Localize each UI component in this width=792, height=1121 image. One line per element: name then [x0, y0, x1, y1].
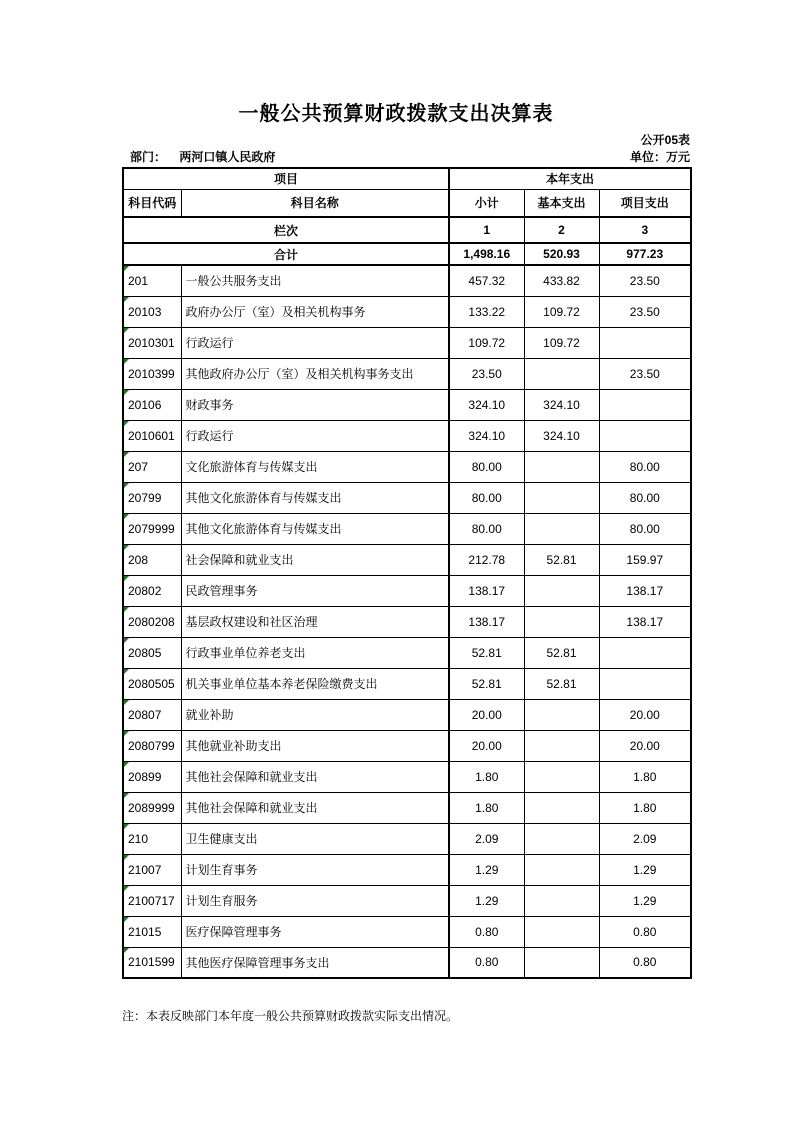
subject-code-cell: [123, 544, 181, 575]
column-index-label: 栏次: [123, 217, 449, 243]
basic-expense-value: 52.81: [524, 637, 599, 668]
basic-expense-value: [524, 575, 599, 606]
subtotal-value: 1.80: [449, 792, 524, 823]
basic-expense-value: [524, 482, 599, 513]
subject-name: 一般公共服务支出: [181, 265, 449, 296]
subtotal-value: 1.80: [449, 761, 524, 792]
department-value: 两河口镇人民政府: [179, 150, 276, 164]
excel-flag-icon: [124, 948, 129, 953]
subject-name: 就业补助: [181, 699, 449, 730]
basic-expense-value: 109.72: [524, 296, 599, 327]
project-expense-value: 2.09: [599, 823, 691, 854]
table-row: [123, 699, 691, 730]
project-expense-value: [599, 637, 691, 668]
subject-code: 20899: [128, 769, 162, 784]
basic-expense-value: [524, 823, 599, 854]
subject-code-cell: [123, 420, 181, 451]
basic-expense-value: [524, 792, 599, 823]
subject-code: 21007: [128, 862, 162, 877]
table-row: [123, 916, 691, 947]
total-project: 977.23: [599, 243, 691, 265]
subject-code: 2100717: [128, 893, 175, 908]
excel-flag-icon: [124, 886, 129, 891]
subject-name: 政府办公厅（室）及相关机构事务: [181, 296, 449, 327]
project-expense-value: 23.50: [599, 296, 691, 327]
subtotal-value: 0.80: [449, 947, 524, 978]
footnote: 注：本表反映部门本年度一般公共预算财政拨款实际支出情况。: [122, 1009, 459, 1023]
subject-code-cell: [123, 513, 181, 544]
table-tag: 公开05表: [640, 133, 690, 147]
subject-code-cell: [123, 637, 181, 668]
basic-expense-value: 109.72: [524, 327, 599, 358]
subject-code: 208: [128, 552, 149, 567]
subject-name: 其他文化旅游体育与传媒支出: [181, 482, 449, 513]
project-expense-value: 20.00: [599, 730, 691, 761]
project-expense-value: 138.17: [599, 575, 691, 606]
total-subtotal: 1,498.16: [449, 243, 524, 265]
excel-flag-icon: [124, 793, 129, 798]
basic-expense-value: 324.10: [524, 389, 599, 420]
excel-flag-icon: [124, 390, 129, 395]
table-row: [123, 575, 691, 606]
subtotal-value: 80.00: [449, 513, 524, 544]
table-row: [123, 792, 691, 823]
column-header-row: [123, 189, 691, 217]
table-row: [123, 265, 691, 296]
table-row: [123, 482, 691, 513]
subject-code-cell: [123, 699, 181, 730]
table-row: [123, 420, 691, 451]
subject-name: 计划生育服务: [181, 885, 449, 916]
column-index-2: 2: [524, 217, 599, 243]
excel-flag-icon: [124, 855, 129, 860]
project-expense-value: 1.29: [599, 854, 691, 885]
basic-expense-value: [524, 947, 599, 978]
subject-code-cell: [123, 482, 181, 513]
subject-name: 财政事务: [181, 389, 449, 420]
project-expense-value: [599, 327, 691, 358]
basic-expense-value: 324.10: [524, 420, 599, 451]
project-expense-value: 80.00: [599, 451, 691, 482]
column-index-1: 1: [449, 217, 524, 243]
project-expense-value: 1.29: [599, 885, 691, 916]
table-row: [123, 637, 691, 668]
excel-flag-icon: [124, 576, 129, 581]
subject-name: 其他政府办公厅（室）及相关机构事务支出: [181, 358, 449, 389]
column-header-code: 科目代码: [123, 189, 181, 217]
excel-flag-icon: [124, 762, 129, 767]
project-expense-value: 80.00: [599, 482, 691, 513]
subject-code: 2080208: [128, 614, 175, 629]
excel-flag-icon: [124, 700, 129, 705]
subject-name: 机关事业单位基本养老保险缴费支出: [181, 668, 449, 699]
subject-code: 20799: [128, 490, 162, 505]
project-expense-value: [599, 389, 691, 420]
unit-label: 单位：万元: [629, 150, 690, 164]
project-expense-value: 138.17: [599, 606, 691, 637]
table-row: [123, 885, 691, 916]
excel-flag-icon: [124, 297, 129, 302]
group-header-current-year: 本年支出: [449, 168, 691, 189]
table-row: [123, 389, 691, 420]
project-expense-value: 20.00: [599, 699, 691, 730]
subject-code-cell: [123, 792, 181, 823]
subject-code: 20807: [128, 707, 162, 722]
column-header-name: 科目名称: [181, 189, 449, 217]
project-expense-value: 23.50: [599, 358, 691, 389]
subtotal-value: 20.00: [449, 699, 524, 730]
excel-flag-icon: [124, 669, 129, 674]
basic-expense-value: [524, 358, 599, 389]
subject-code-cell: [123, 885, 181, 916]
subject-code: 20805: [128, 645, 162, 660]
basic-expense-value: [524, 606, 599, 637]
table-row: [123, 296, 691, 327]
group-header-project: 项目: [123, 168, 449, 189]
subject-name: 社会保障和就业支出: [181, 544, 449, 575]
subject-code-cell: [123, 358, 181, 389]
excel-flag-icon: [124, 514, 129, 519]
subtotal-value: 324.10: [449, 389, 524, 420]
table-row: [123, 761, 691, 792]
project-expense-value: 23.50: [599, 265, 691, 296]
table-row: [123, 451, 691, 482]
subject-name: 其他医疗保障管理事务支出: [181, 947, 449, 978]
subject-code: 2010399: [128, 366, 175, 381]
subject-code: 2101599: [128, 955, 175, 970]
subtotal-value: 133.22: [449, 296, 524, 327]
subject-name: 民政管理事务: [181, 575, 449, 606]
table-row: [123, 513, 691, 544]
table-row: [123, 358, 691, 389]
basic-expense-value: 52.81: [524, 544, 599, 575]
department-line: [122, 148, 275, 165]
table-row: [123, 668, 691, 699]
excel-flag-icon: [124, 545, 129, 550]
subject-code-cell: [123, 575, 181, 606]
excel-flag-icon: [124, 483, 129, 488]
basic-expense-value: [524, 513, 599, 544]
subtotal-value: 212.78: [449, 544, 524, 575]
group-header-row: [123, 168, 691, 189]
total-basic: 520.93: [524, 243, 599, 265]
subject-name: 卫生健康支出: [181, 823, 449, 854]
subject-name: 行政事业单位养老支出: [181, 637, 449, 668]
subject-name: 其他社会保障和就业支出: [181, 761, 449, 792]
subtotal-value: 138.17: [449, 606, 524, 637]
subject-code-cell: [123, 947, 181, 978]
table-row: [123, 730, 691, 761]
subject-code: 2010301: [128, 335, 175, 350]
subtotal-value: 138.17: [449, 575, 524, 606]
subtotal-value: 1.29: [449, 854, 524, 885]
subject-code: 2010601: [128, 428, 175, 443]
basic-expense-value: [524, 885, 599, 916]
project-expense-value: 1.80: [599, 792, 691, 823]
subject-code: 207: [128, 459, 149, 474]
excel-flag-icon: [124, 328, 129, 333]
project-expense-value: [599, 668, 691, 699]
basic-expense-value: [524, 854, 599, 885]
subject-code: 2080505: [128, 676, 175, 691]
subject-name: 其他社会保障和就业支出: [181, 792, 449, 823]
subject-code-cell: [123, 730, 181, 761]
subject-code: 2080799: [128, 738, 175, 753]
subtotal-value: 52.81: [449, 637, 524, 668]
subject-name: 其他文化旅游体育与传媒支出: [181, 513, 449, 544]
basic-expense-value: [524, 730, 599, 761]
subject-name: 基层政权建设和社区治理: [181, 606, 449, 637]
subject-code: 20103: [128, 304, 162, 319]
project-expense-value: 80.00: [599, 513, 691, 544]
subject-name: 行政运行: [181, 327, 449, 358]
budget-table: [122, 167, 692, 979]
excel-flag-icon: [124, 607, 129, 612]
excel-flag-icon: [124, 917, 129, 922]
table-row: [123, 823, 691, 854]
column-index-row: [123, 217, 691, 243]
subtotal-value: 80.00: [449, 482, 524, 513]
excel-flag-icon: [124, 452, 129, 457]
basic-expense-value: 433.82: [524, 265, 599, 296]
table-row: [123, 854, 691, 885]
project-expense-value: 159.97: [599, 544, 691, 575]
excel-flag-icon: [124, 731, 129, 736]
subject-code: 20802: [128, 583, 162, 598]
subject-code-cell: [123, 389, 181, 420]
project-expense-value: 0.80: [599, 947, 691, 978]
total-label: 合计: [123, 243, 449, 265]
subtotal-value: 0.80: [449, 916, 524, 947]
column-header-basic: 基本支出: [524, 189, 599, 217]
table-row: [123, 606, 691, 637]
subject-name: 其他就业补助支出: [181, 730, 449, 761]
subject-name: 计划生育事务: [181, 854, 449, 885]
subject-code-cell: [123, 296, 181, 327]
basic-expense-value: [524, 916, 599, 947]
column-header-subtotal: 小计: [449, 189, 524, 217]
project-expense-value: 1.80: [599, 761, 691, 792]
meta-row: [122, 148, 690, 165]
subject-code-cell: [123, 668, 181, 699]
project-expense-value: 0.80: [599, 916, 691, 947]
subtotal-value: 52.81: [449, 668, 524, 699]
project-expense-value: [599, 420, 691, 451]
table-row: [123, 947, 691, 978]
page-title: 一般公共预算财政拨款支出决算表: [238, 103, 554, 125]
subject-code-cell: [123, 761, 181, 792]
subtotal-value: 80.00: [449, 451, 524, 482]
subtotal-value: 457.32: [449, 265, 524, 296]
subtotal-value: 109.72: [449, 327, 524, 358]
subject-code-cell: [123, 606, 181, 637]
subject-code-cell: [123, 265, 181, 296]
subject-code-cell: [123, 327, 181, 358]
column-header-project: 项目支出: [599, 189, 691, 217]
excel-flag-icon: [124, 266, 129, 271]
subject-name: 文化旅游体育与传媒支出: [181, 451, 449, 482]
subject-code-cell: [123, 854, 181, 885]
subject-name: 医疗保障管理事务: [181, 916, 449, 947]
excel-flag-icon: [124, 638, 129, 643]
total-row: [123, 243, 691, 265]
subject-name: 行政运行: [181, 420, 449, 451]
subject-code: 20106: [128, 397, 162, 412]
subject-code-cell: [123, 916, 181, 947]
subject-code-cell: [123, 451, 181, 482]
subtotal-value: 324.10: [449, 420, 524, 451]
basic-expense-value: [524, 761, 599, 792]
subject-code-cell: [123, 823, 181, 854]
subtotal-value: 2.09: [449, 823, 524, 854]
table-row: [123, 544, 691, 575]
basic-expense-value: [524, 699, 599, 730]
basic-expense-value: 52.81: [524, 668, 599, 699]
table-row: [123, 327, 691, 358]
basic-expense-value: [524, 451, 599, 482]
excel-flag-icon: [124, 359, 129, 364]
subtotal-value: 23.50: [449, 358, 524, 389]
excel-flag-icon: [124, 421, 129, 426]
department-label: 部门：: [130, 150, 167, 164]
excel-flag-icon: [124, 824, 129, 829]
subtotal-value: 20.00: [449, 730, 524, 761]
subject-code: 2079999: [128, 521, 175, 536]
subject-code: 210: [128, 831, 149, 846]
column-index-3: 3: [599, 217, 691, 243]
subject-code: 21015: [128, 924, 162, 939]
subject-code: 201: [128, 273, 149, 288]
subtotal-value: 1.29: [449, 885, 524, 916]
subject-code: 2089999: [128, 800, 175, 815]
